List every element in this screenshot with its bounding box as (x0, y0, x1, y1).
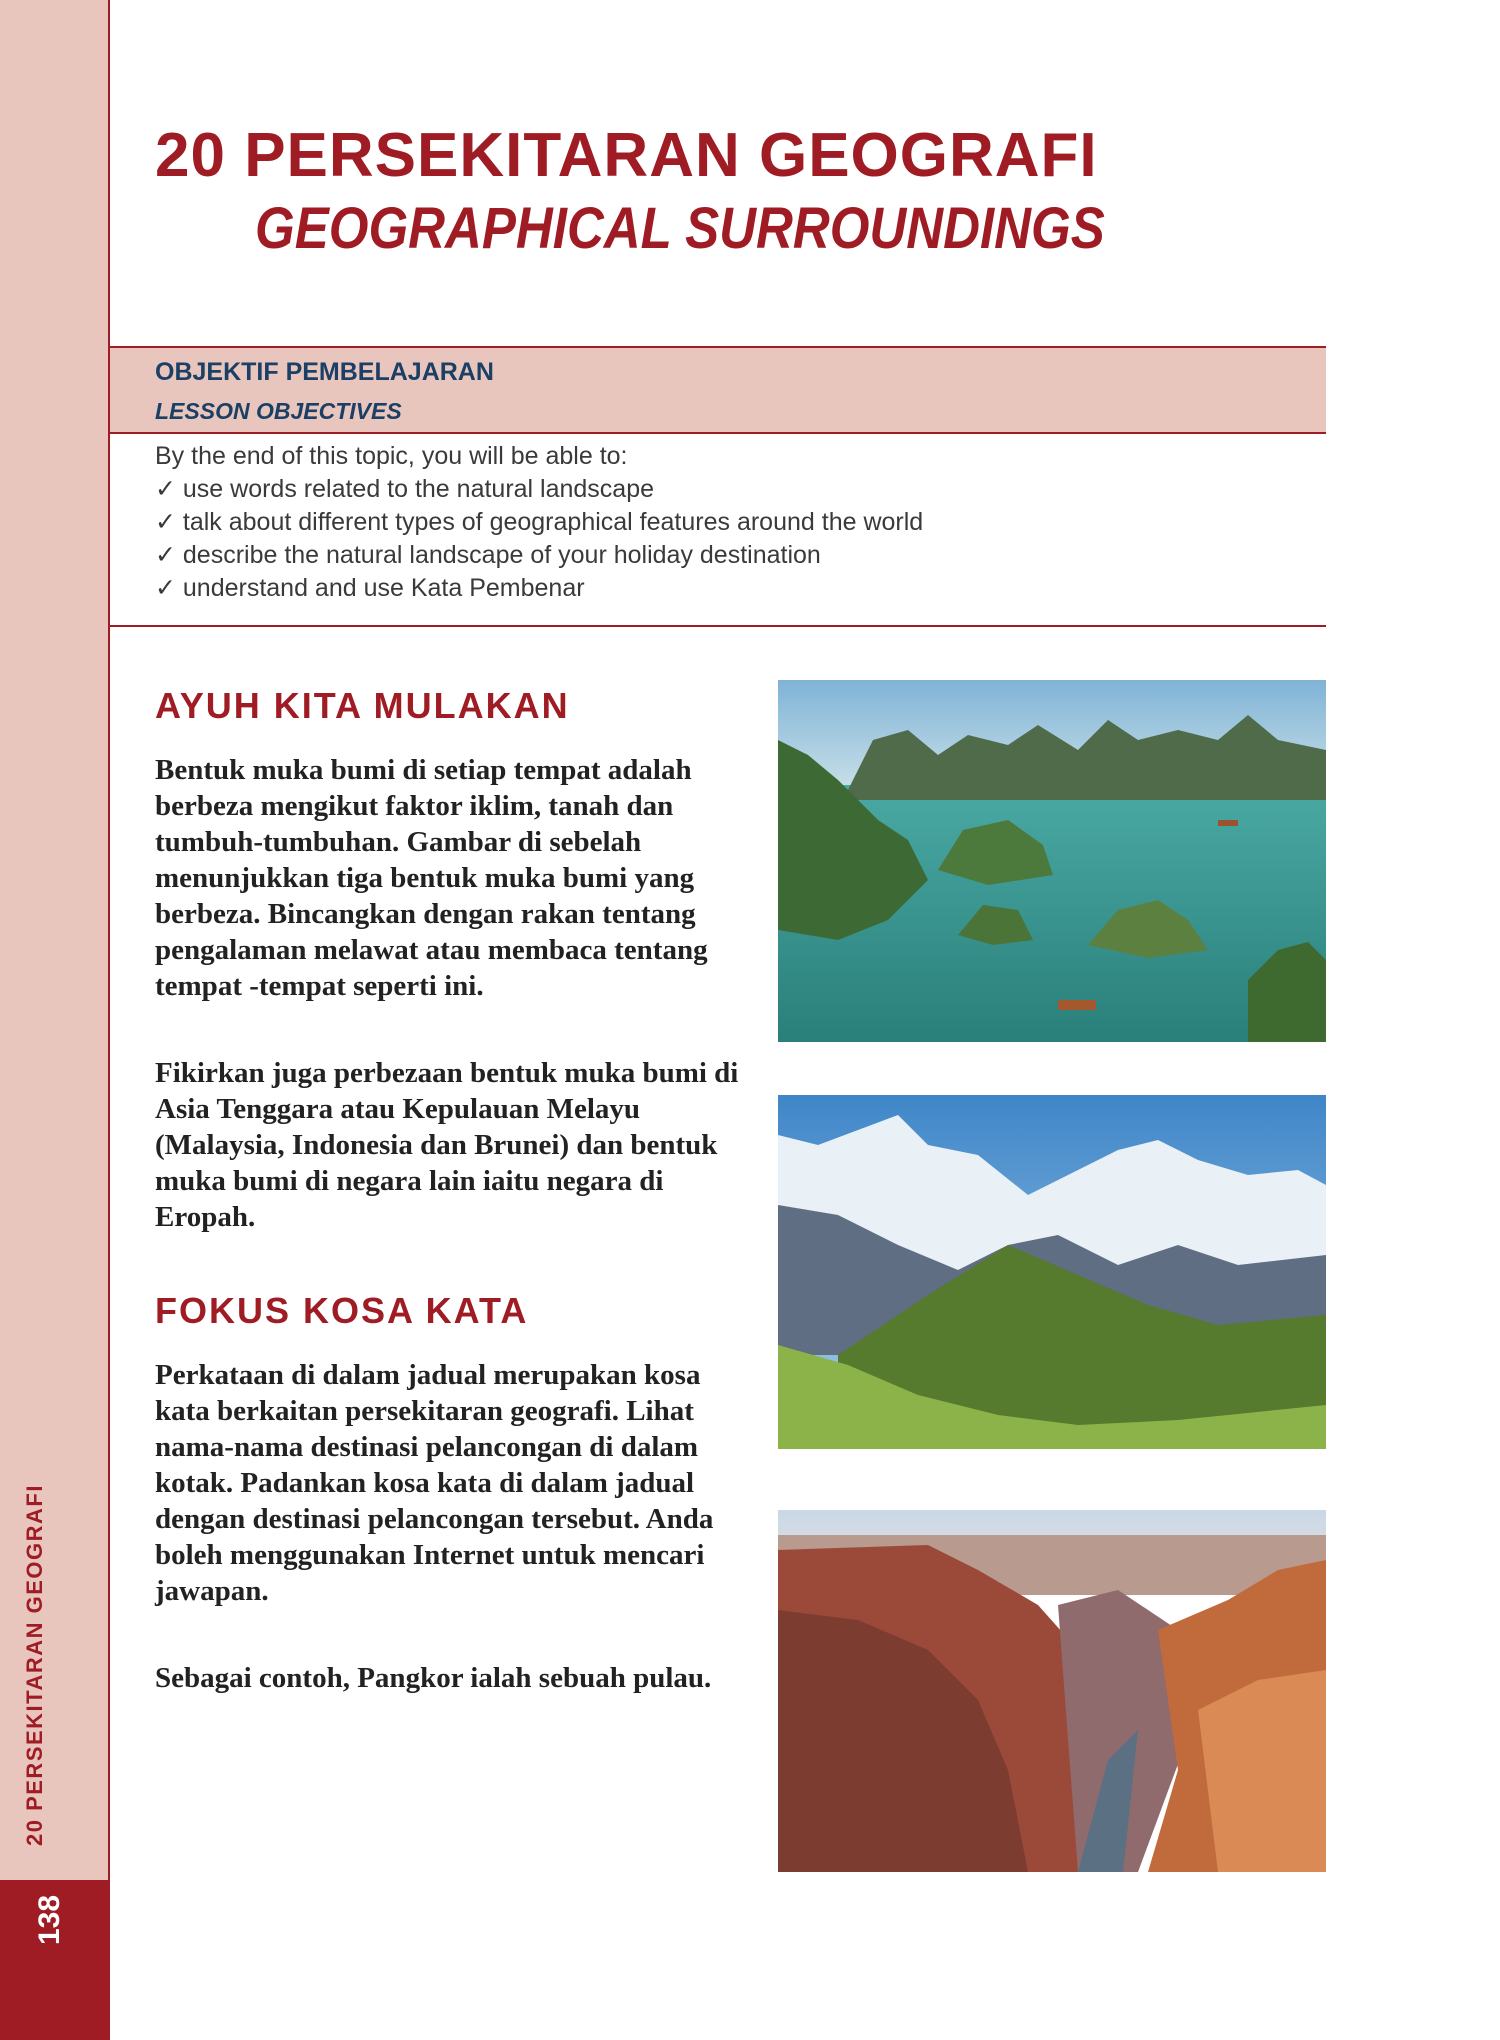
section1-paragraph-1: Bentuk muka bumi di setiap tempat adalah berbeza mengikut faktor iklim, tanah dan tumbuh-tumbuhan. Gambar di sebelah menunjukkan tiga bentuk muka bumi yang berbeza. Bincangkan dengan rakan tentang pengalaman melawat atau membaca tentang tempat -tempat seperti ini. (155, 754, 708, 1002)
objective-item: ✓ use words related to the natural landscape (155, 475, 655, 503)
section2-paragraph-2: Sebagai contoh, Pangkor ialah sebuah pulau. (155, 1662, 712, 1694)
chapter-title: 20 PERSEKITARAN GEOGRAFI (155, 121, 1098, 190)
section-heading-ayuh: AYUH KITA MULAKAN (155, 685, 570, 726)
objective-item: ✓ talk about different types of geographical features around the world (155, 508, 924, 536)
objectives-band (110, 346, 1326, 434)
objectives-list (155, 440, 923, 605)
canyon-photo (778, 1510, 1326, 1872)
section-divider (110, 625, 1326, 627)
page-number: 138 (33, 1894, 66, 1946)
bay-islands-photo (778, 680, 1326, 1042)
alpine-mountains-photo (778, 1095, 1326, 1449)
chapter-title-block (155, 120, 1221, 262)
chapter-subtitle: GEOGRAPHICAL SURROUNDINGS (255, 196, 1105, 261)
objectives-title: OBJEKTIF PEMBELAJARAN (155, 358, 494, 386)
section1-paragraph-2: Fikirkan juga perbezaan bentuk muka bumi di Asia Tenggara atau Kepulauan Melayu (Malaysia, Indonesia dan Brunei) dan bentuk muka bumi di negara lain iaitu negara di Eropah. (155, 1057, 739, 1233)
section2-paragraph-1: Perkataan di dalam jadual merupakan kosa kata berkaitan persekitaran geografi. Lihat nama-nama destinasi pelancongan di dalam kotak. Padankan kosa kata di dalam jadual dengan destinasi pelancongan tersebut. Anda boleh menggunakan Internet untuk mencari jawapan. (155, 1359, 714, 1607)
section-heading-fokus: FOKUS KOSA KATA (155, 1290, 529, 1331)
side-chapter-title: 20 PERSEKITARAN GEOGRAFI (22, 1484, 47, 1846)
objectives-subtitle: LESSON OBJECTIVES (155, 398, 402, 424)
objective-item: ✓ describe the natural landscape of your holiday destination (155, 541, 821, 569)
objective-item: ✓ understand and use Kata Pembenar (155, 574, 585, 602)
objectives-intro: By the end of this topic, you will be able to: (155, 442, 628, 470)
